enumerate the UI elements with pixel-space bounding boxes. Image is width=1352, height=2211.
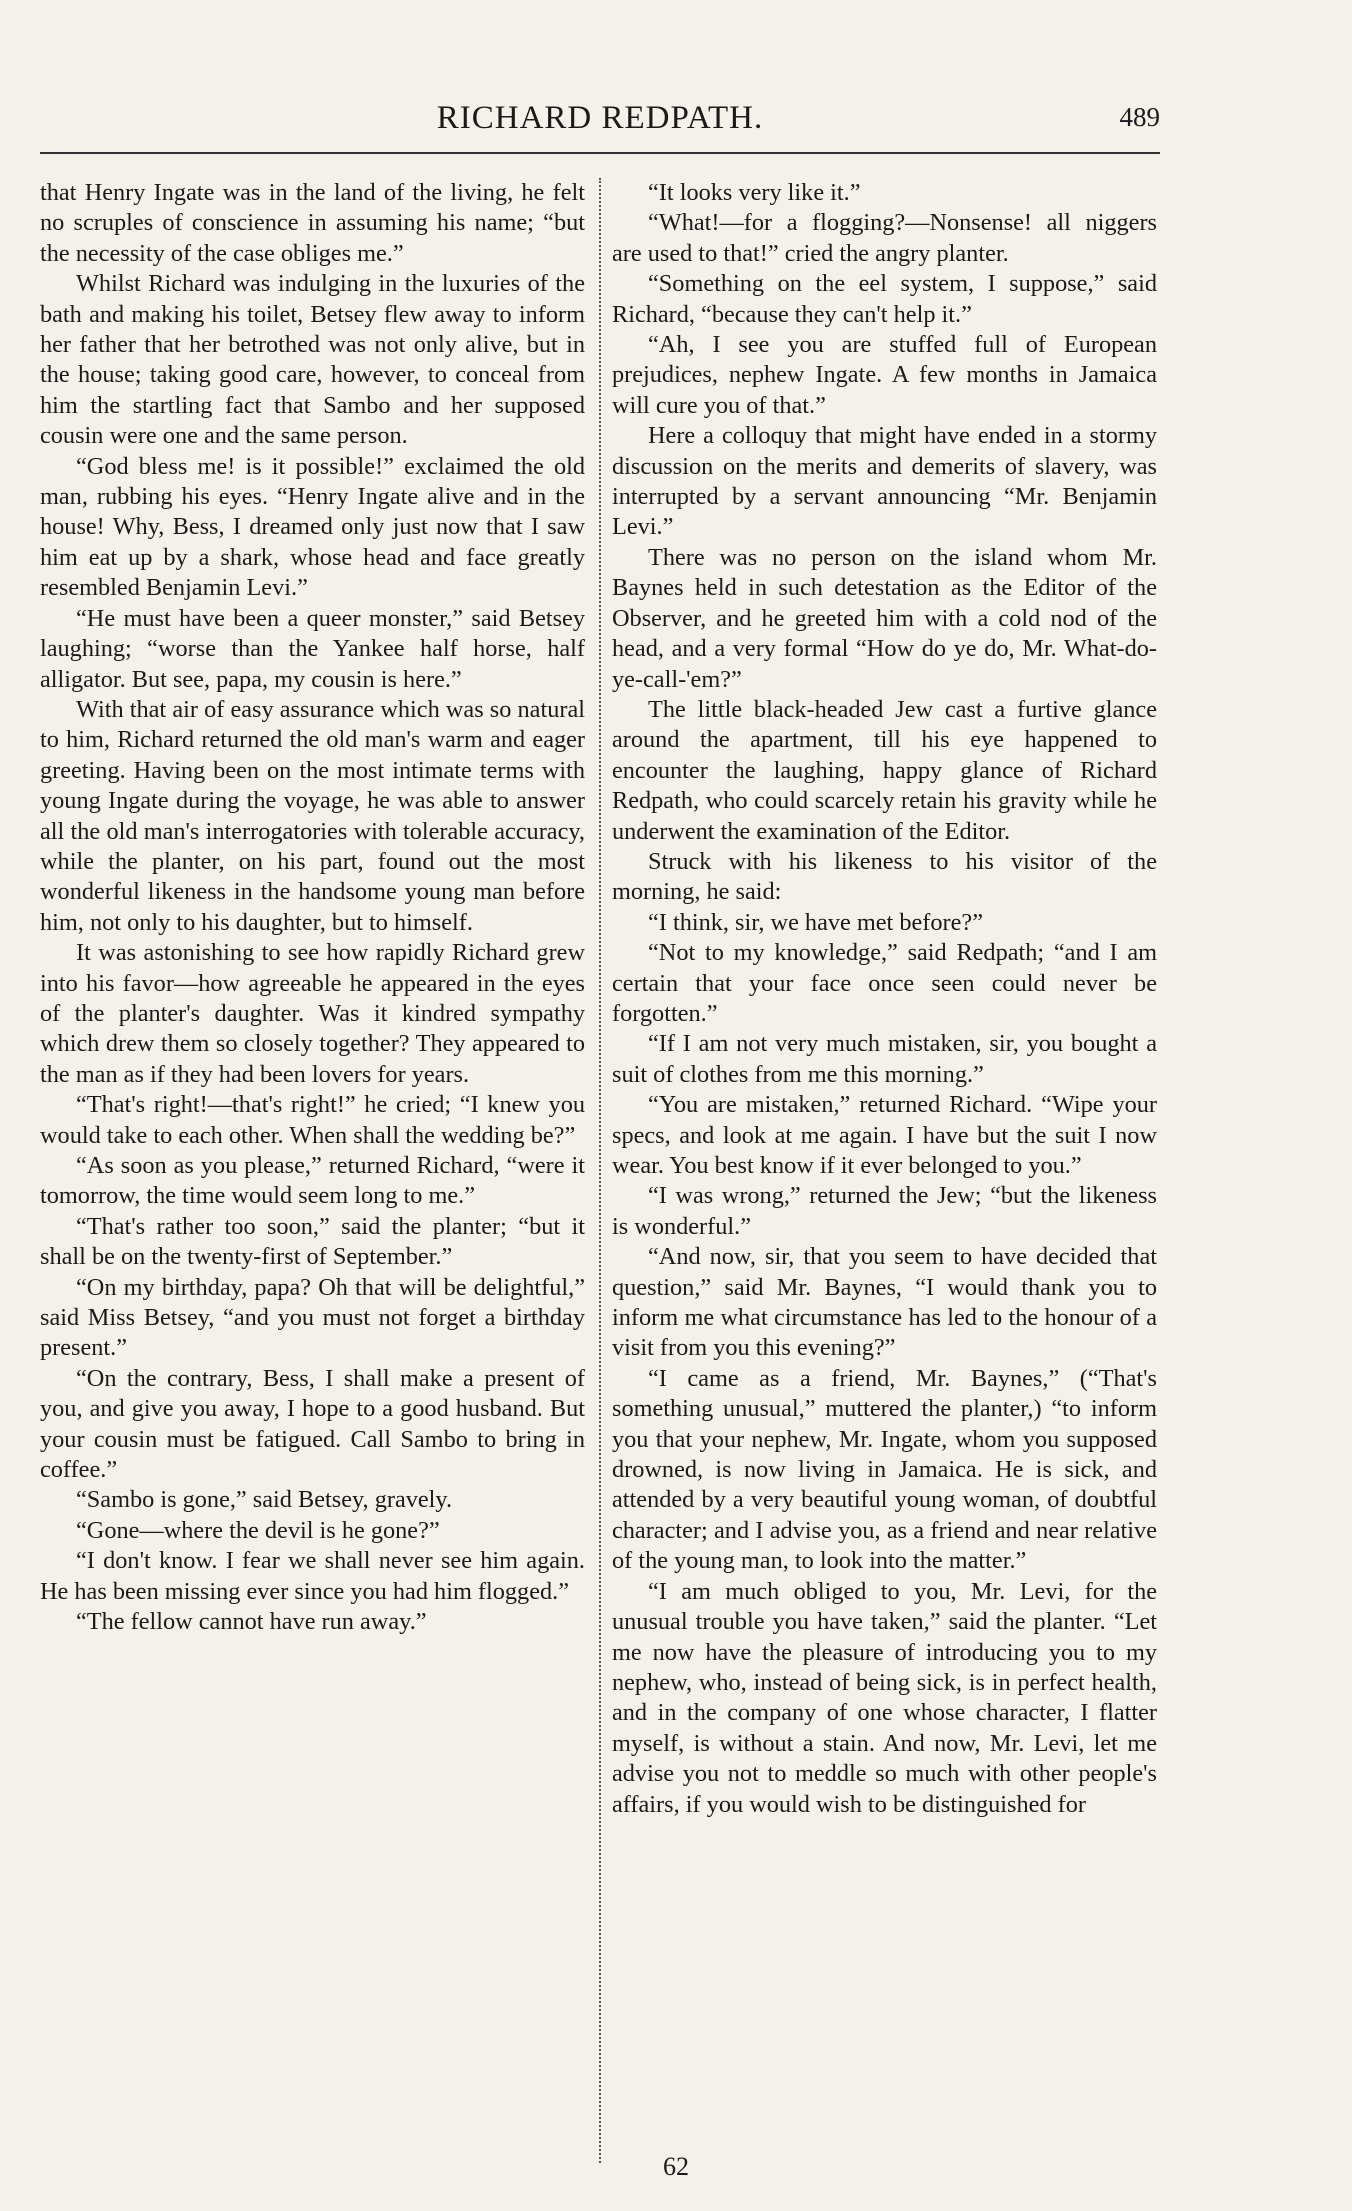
paragraph: “I don't know. I fear we shall never see him again. He has been missing ever since you had him flogged.” [40, 1547, 585, 1605]
paragraph: “What!—for a flogging?—Nonsense! all niggers are used to that!” cried the angry planter. [612, 209, 1157, 267]
paragraph: It was astonishing to see how rapidly Richard grew into his favor—how agreeable he appeared in the eyes of the planter's daughter. Was it kindred sympathy which drew them so closely together? They appeared to the man as if they had been lovers for years. [40, 939, 585, 1088]
paragraph: “On my birthday, papa? Oh that will be delightful,” said Miss Betsey, “and you must not forget a birthday present.” [40, 1273, 585, 1362]
paragraph: “As soon as you please,” returned Richard, “were it tomorrow, the time would seem long to me.” [40, 1152, 585, 1210]
paragraph: “On the contrary, Bess, I shall make a present of you, and give you away, I hope to a good husband. But your cousin must be fatigued. Call Sambo to bring in coffee.” [40, 1364, 585, 1484]
paragraph: “Gone—where the devil is he gone?” [76, 1516, 440, 1544]
paragraph: “Ah, I see you are stuffed full of European prejudices, nephew Ingate. A few months in Jamaica will cure you of that.” [612, 331, 1157, 419]
paragraph: “Not to my knowledge,” said Redpath; “and I am certain that your face once seen could never be forgotten.” [612, 939, 1157, 1027]
paragraph: “It looks very like it.” [648, 179, 861, 206]
paragraph: “God bless me! is it possible!” exclaimed the old man, rubbing his eyes. “Henry Ingate alive and in the house! Why, Bess, I dreamed only just now that I saw him eat up by a shark, whose head and face greatly resembled Benjamin Levi.” [40, 452, 585, 602]
paragraph: “If I am not very much mistaken, sir, you bought a suit of clothes from me this morning.” [612, 1030, 1157, 1088]
paragraph: “That's rather too soon,” said the planter; “but it shall be on the twenty-first of September.” [40, 1212, 585, 1271]
paragraph: “I came as a friend, Mr. Baynes,” (“That's something unusual,” muttered the planter,) “to inform you that your nephew, Mr. Ingate, whom you supposed drowned, is now living in Jamaica. He is sick, and attended by a very beautiful young woman, of doubtful character; and I advise you, as a friend and near relative of the young man, to look into the matter.” [612, 1364, 1157, 1575]
paragraph: “The fellow cannot have run away.” [76, 1608, 427, 1636]
paragraph: “And now, sir, that you seem to have decided that question,” said Mr. Baynes, “I would thank you to inform me what circumstance has led to the honour of a visit from you this evening?” [612, 1243, 1157, 1362]
paragraph: “I think, sir, we have met before?” [648, 908, 983, 936]
paragraph: “Sambo is gone,” said Betsey, gravely. [76, 1486, 453, 1514]
paragraph: “He must have been a queer monster,” said Betsey laughing; “worse than the Yankee half horse, half alligator. But see, papa, my cousin is here.” [40, 604, 585, 693]
paragraph: “That's right!—that's right!” he cried; “I knew you would take to each other. When shall the wedding be?” [40, 1091, 585, 1149]
running-head [40, 100, 1160, 144]
left-column [40, 178, 585, 2163]
signature-mark: 62 [663, 2152, 689, 2181]
paragraph: Whilst Richard was indulging in the luxuries of the bath and making his toilet, Betsey flew away to inform her father that her betrothed was not only alive, but in the house; taking good care, however, to conceal from him the startling fact that Sambo and her supposed cousin were one and the same person. [40, 270, 585, 450]
paragraph: “I am much obliged to you, Mr. Levi, for the unusual trouble you have taken,” said the planter. “Let me now have the pleasure of introducing you to my nephew, who, instead of being sick, is in perfect health, and in the company of one whose character, I flatter myself, is without a stain. And now, Mr. Levi, let me advise you not to meddle so much with other people's affairs, if you would wish to be distinguished for [612, 1577, 1157, 1818]
paragraph: With that air of easy assurance which was so natural to him, Richard returned the old man's warm and eager greeting. Having been on the most intimate terms with young Ingate during the voyage, he was able to answer all the old man's interrogatories with tolerable accuracy, while the planter, on his part, found out the most wonderful likeness in the handsome young man before him, not only to his daughter, but to himself. [40, 695, 585, 936]
paragraph: There was no person on the island whom Mr. Baynes held in such detestation as the Editor of the Observer, and he greeted him with a cold nod of the head, and a very formal “How do ye do, Mr. What-do-ye-call-'em?” [612, 543, 1157, 693]
paragraph: that Henry Ingate was in the land of the living, he felt no scruples of conscience in assuming his name; “but the necessity of the case obliges me.” [40, 179, 585, 267]
right-column [612, 178, 1157, 2163]
paragraph: “Something on the eel system, I suppose,” said Richard, “because they can't help it.” [612, 270, 1157, 328]
paragraph: “You are mistaken,” returned Richard. “Wipe your specs, and look at me again. I have but the suit I now wear. You best know if it ever belonged to you.” [612, 1091, 1157, 1179]
running-title: RICHARD REDPATH. [436, 100, 764, 136]
header-rule [40, 152, 1160, 154]
paragraph: Struck with his likeness to his visitor of the morning, he said: [612, 847, 1157, 906]
page-number: 489 [1119, 102, 1160, 132]
paragraph: The little black-headed Jew cast a furtive glance around the apartment, till his eye happened to encounter the laughing, happy glance of Richard Redpath, who could scarcely retain his gravity while he underwent the examination of the Editor. [612, 695, 1157, 845]
column-divider [599, 178, 601, 2163]
paragraph: Here a colloquy that might have ended in a stormy discussion on the merits and demerits of slavery, was interrupted by a servant announcing “Mr. Benjamin Levi.” [612, 422, 1157, 541]
paragraph: “I was wrong,” returned the Jew; “but the likeness is wonderful.” [612, 1182, 1157, 1240]
